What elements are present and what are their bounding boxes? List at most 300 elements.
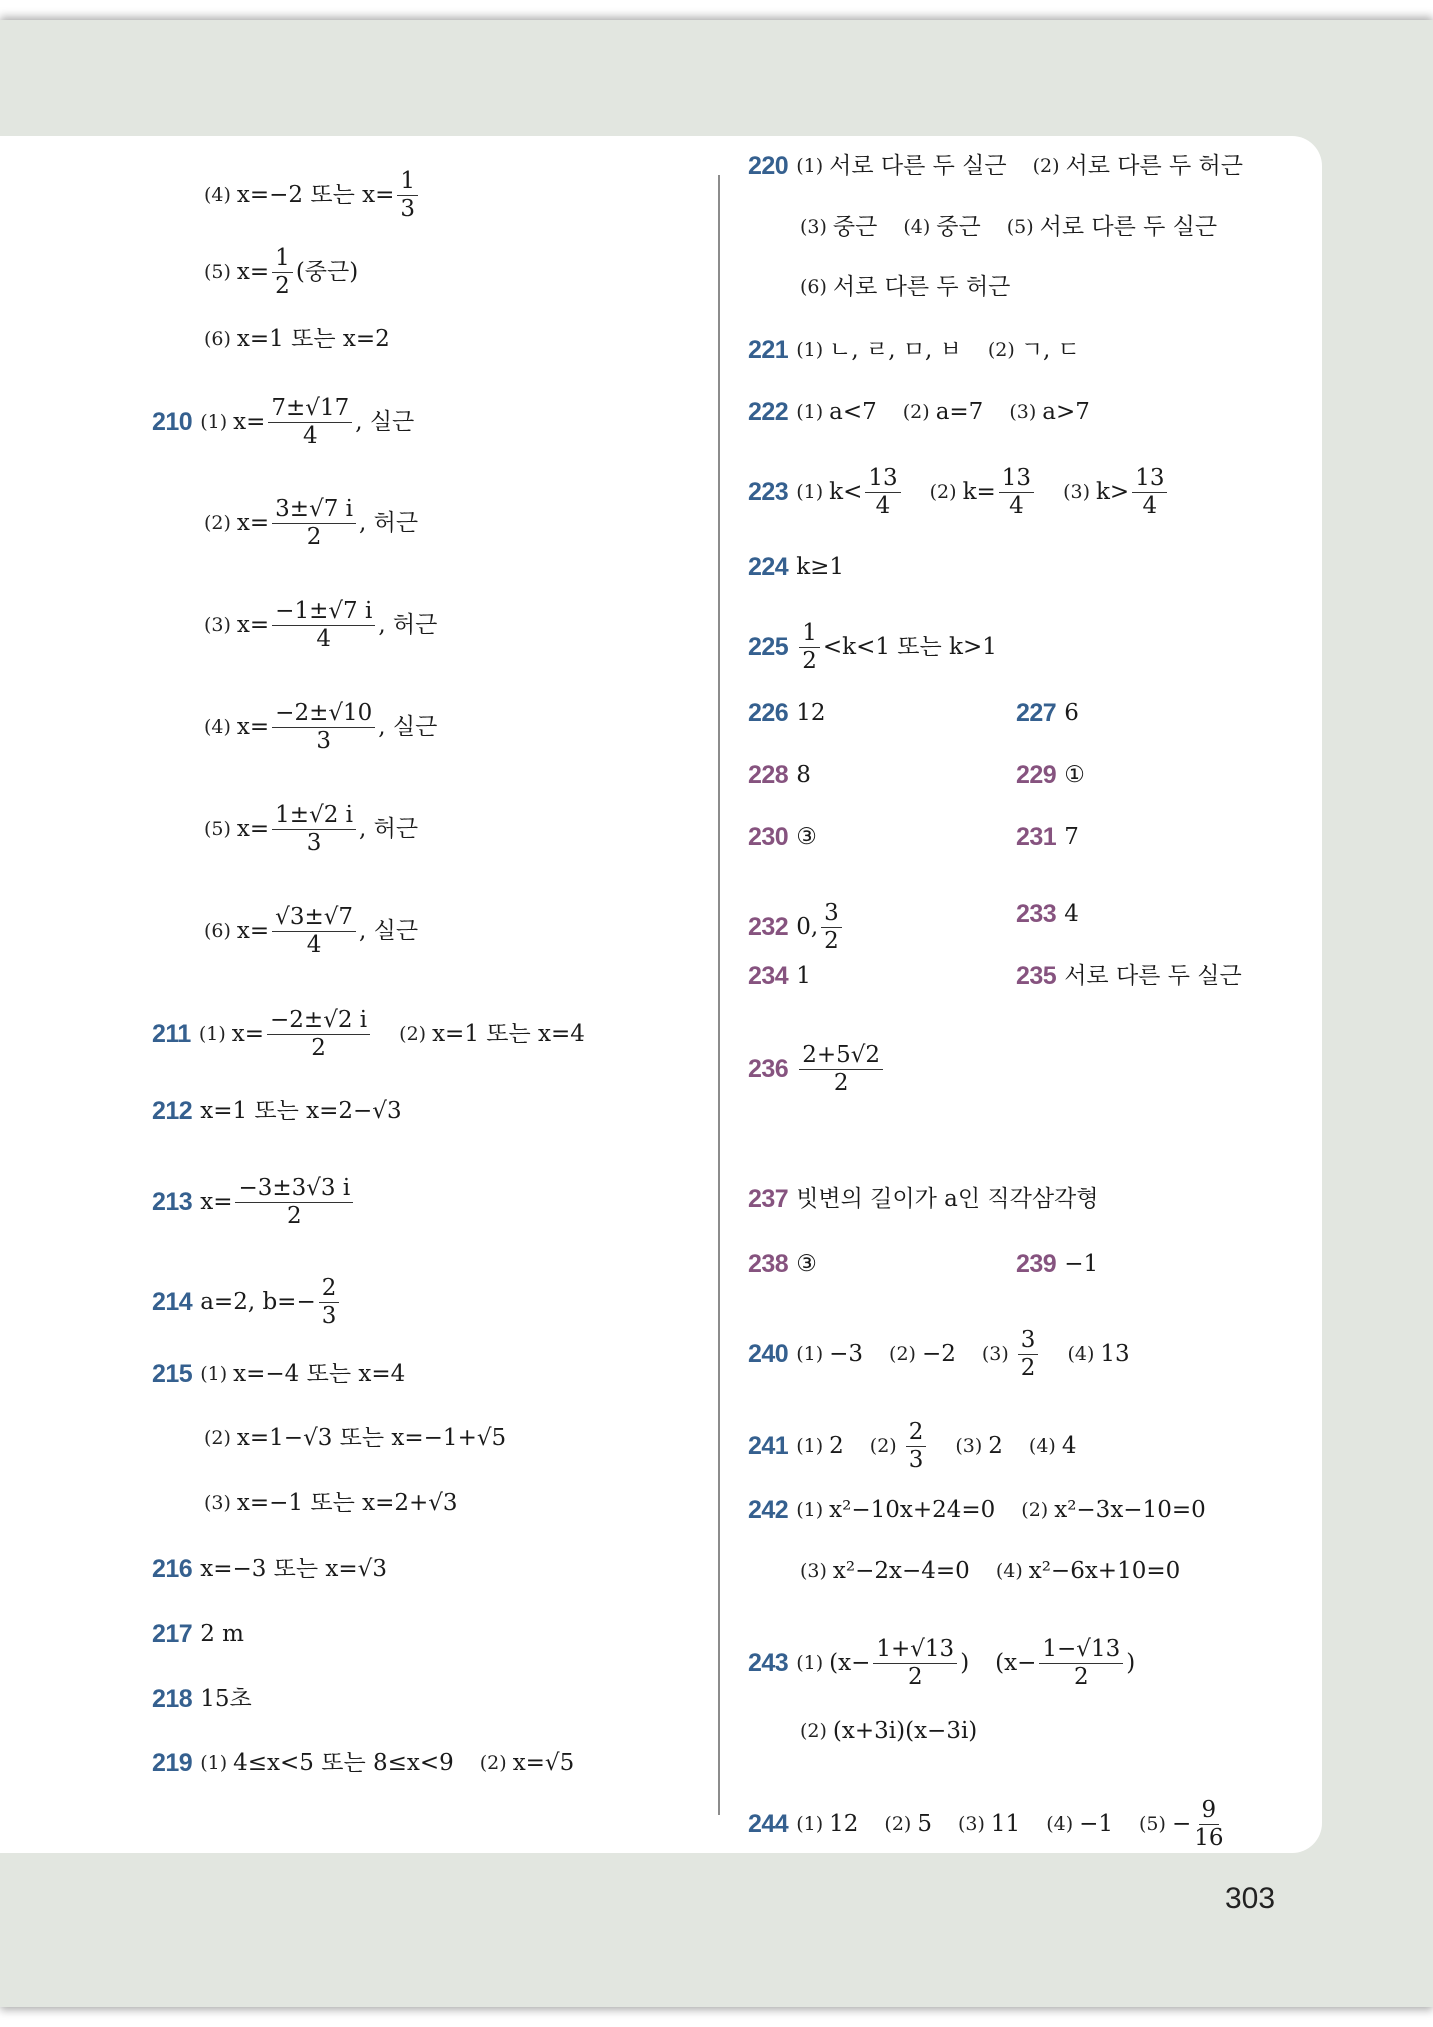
answer-line bbox=[204, 600, 437, 651]
answer-suffix: , 실근 bbox=[355, 409, 415, 435]
answer-text: a=7 bbox=[935, 399, 984, 425]
answer-line bbox=[748, 622, 997, 673]
denominator: 4 bbox=[306, 932, 322, 958]
answer-text: −1 bbox=[1079, 1811, 1114, 1837]
problem-number: 232 bbox=[748, 913, 789, 941]
answer-part bbox=[1064, 965, 1241, 988]
answer-text: 4 bbox=[1061, 1433, 1077, 1459]
answer-part bbox=[930, 467, 1037, 518]
answer-line bbox=[800, 1720, 977, 1743]
answer-part bbox=[1064, 702, 1079, 725]
problem-number: 229 bbox=[1016, 761, 1057, 789]
answer-part bbox=[889, 1343, 956, 1366]
sub-label: (1) bbox=[796, 1652, 824, 1674]
sub-label: (3) bbox=[204, 614, 231, 636]
answer-part bbox=[1021, 1499, 1205, 1522]
answer-part bbox=[1067, 1343, 1129, 1366]
fraction bbox=[821, 902, 842, 953]
answer-part bbox=[958, 1813, 1020, 1836]
answer-suffix: ) bbox=[960, 1650, 970, 1676]
answer-line bbox=[152, 1557, 387, 1582]
answer-line bbox=[800, 276, 1010, 299]
sub-label: (1) bbox=[796, 481, 824, 503]
sub-label: (1) bbox=[200, 1363, 228, 1385]
answer-line bbox=[748, 964, 811, 989]
answer-text: 6 bbox=[1064, 700, 1079, 726]
problem-number: 221 bbox=[748, 336, 789, 364]
answer-part bbox=[399, 1023, 585, 1046]
answer-part bbox=[796, 1253, 817, 1276]
numerator: −2±√2 i bbox=[267, 1009, 370, 1035]
answer-text: x= bbox=[236, 714, 270, 740]
answer-part bbox=[796, 1343, 863, 1366]
answer-line bbox=[152, 1622, 244, 1647]
answer-part bbox=[800, 216, 877, 239]
answer-line bbox=[204, 1492, 458, 1515]
answer-text: 4 bbox=[1064, 901, 1079, 927]
denominator: 16 bbox=[1194, 1825, 1224, 1851]
answer-line bbox=[204, 906, 418, 957]
answer-part bbox=[796, 339, 962, 362]
denominator: 4 bbox=[316, 626, 332, 652]
denominator: 3 bbox=[908, 1447, 924, 1473]
sub-label: (3) bbox=[1009, 401, 1037, 423]
sub-label: (1) bbox=[796, 339, 824, 361]
numerator: 1 bbox=[272, 247, 293, 273]
denominator: 3 bbox=[400, 196, 416, 222]
answer-line bbox=[152, 1751, 574, 1776]
answer-text: a>7 bbox=[1042, 399, 1090, 425]
answer-text: x²−10x+24=0 bbox=[829, 1497, 996, 1523]
sub-label: (1) bbox=[796, 1435, 824, 1457]
answer-text: 2 bbox=[988, 1433, 1003, 1459]
answer-suffix: , 허근 bbox=[359, 816, 419, 842]
fraction bbox=[1132, 467, 1167, 518]
fraction bbox=[799, 622, 820, 673]
answer-line bbox=[152, 1362, 405, 1387]
fraction bbox=[865, 467, 900, 518]
fraction bbox=[272, 906, 356, 957]
answer-line bbox=[152, 1009, 585, 1060]
denominator: 2 bbox=[907, 1664, 923, 1690]
problem-number: 222 bbox=[748, 398, 789, 426]
answer-text: 빗변의 길이가 a인 직각삼각형 bbox=[796, 1186, 1099, 1212]
answer-part bbox=[204, 170, 421, 221]
answer-text: k= bbox=[962, 479, 996, 505]
fraction bbox=[272, 702, 375, 753]
answer-text: 12 bbox=[796, 700, 826, 726]
numerator: 3 bbox=[1018, 1329, 1039, 1355]
answer-part bbox=[204, 498, 418, 549]
sub-label: (2) bbox=[902, 401, 930, 423]
answer-text: 중근 bbox=[832, 214, 878, 240]
answer-text: 13 bbox=[1100, 1341, 1130, 1367]
numerator: −2±√10 bbox=[272, 702, 375, 728]
numerator: 13 bbox=[999, 467, 1034, 493]
answer-part bbox=[903, 401, 984, 424]
answer-line bbox=[204, 170, 421, 221]
answer-line bbox=[748, 338, 1080, 363]
answer-part bbox=[200, 397, 414, 448]
answer-line bbox=[152, 1177, 356, 1228]
answer-part bbox=[995, 1638, 1135, 1689]
answer-part bbox=[1064, 1253, 1098, 1276]
answer-part bbox=[200, 1623, 244, 1646]
problem-number: 231 bbox=[1016, 823, 1057, 851]
answer-text: x=−1 또는 x=2+√3 bbox=[236, 1490, 458, 1516]
problem-number: 215 bbox=[152, 1360, 193, 1388]
answer-text: 15초 bbox=[200, 1686, 252, 1712]
answer-text: x=−3 또는 x=√3 bbox=[200, 1556, 387, 1582]
answer-text: (x+3i)(x−3i) bbox=[832, 1718, 978, 1744]
answer-part bbox=[1064, 764, 1085, 787]
problem-number: 235 bbox=[1016, 962, 1057, 990]
answer-part bbox=[1139, 1799, 1226, 1850]
answer-part bbox=[796, 764, 811, 787]
answer-text: 0, bbox=[796, 914, 819, 940]
fraction bbox=[272, 804, 356, 855]
answer-part bbox=[884, 1813, 932, 1836]
answer-line bbox=[1016, 902, 1079, 927]
answer-part bbox=[796, 401, 877, 424]
answer-part bbox=[796, 1044, 886, 1095]
numerator: 13 bbox=[865, 467, 900, 493]
answer-text: k< bbox=[829, 479, 863, 505]
sub-label: (4) bbox=[1067, 1343, 1095, 1365]
answer-text: 5 bbox=[917, 1811, 932, 1837]
answer-text: 4≤x<5 또는 8≤x<9 bbox=[233, 1750, 454, 1776]
sub-label: (4) bbox=[995, 1560, 1023, 1582]
answer-part bbox=[199, 1009, 373, 1060]
problem-number: 211 bbox=[152, 1020, 191, 1048]
problem-number: 234 bbox=[748, 962, 789, 990]
sub-label: (2) bbox=[1021, 1499, 1049, 1521]
sub-label: (4) bbox=[204, 184, 231, 206]
answer-part bbox=[796, 1188, 1098, 1211]
problem-number: 239 bbox=[1016, 1250, 1057, 1278]
answer-text: 8 bbox=[796, 762, 811, 788]
answer-line bbox=[748, 555, 844, 580]
answer-suffix: , 실근 bbox=[359, 918, 419, 944]
answer-part bbox=[1064, 903, 1079, 926]
fraction bbox=[999, 467, 1034, 518]
answer-part bbox=[1064, 826, 1079, 849]
sub-label: (2) bbox=[1032, 155, 1060, 177]
numerator: √3±√7 bbox=[272, 906, 356, 932]
answer-part bbox=[870, 1421, 930, 1472]
answer-line bbox=[748, 1252, 817, 1277]
answer-suffix: (중근) bbox=[295, 259, 359, 285]
answer-part bbox=[796, 622, 997, 673]
answer-line bbox=[748, 467, 1170, 518]
sub-label: (4) bbox=[204, 716, 231, 738]
sub-label: (1) bbox=[796, 1813, 824, 1835]
answer-text: 2 m bbox=[200, 1621, 244, 1647]
answer-part bbox=[204, 1427, 506, 1450]
answer-part bbox=[955, 1435, 1003, 1458]
answer-part bbox=[796, 965, 811, 988]
answer-part bbox=[796, 826, 817, 849]
answer-text: −3 bbox=[829, 1341, 864, 1367]
answer-part bbox=[200, 1277, 342, 1328]
sub-label: (1) bbox=[198, 1023, 226, 1045]
answer-text: 11 bbox=[990, 1811, 1021, 1837]
sub-label: (4) bbox=[1046, 1813, 1074, 1835]
answer-part bbox=[996, 1560, 1180, 1583]
answer-part bbox=[204, 1492, 458, 1515]
answer-text: −2 bbox=[921, 1341, 956, 1367]
numerator: 1 bbox=[397, 170, 418, 196]
answer-line bbox=[748, 825, 817, 850]
fraction bbox=[397, 170, 418, 221]
problem-number: 236 bbox=[748, 1055, 789, 1083]
sub-label: (2) bbox=[399, 1023, 427, 1045]
sub-label: (4) bbox=[1028, 1435, 1056, 1457]
sub-label: (2) bbox=[800, 1720, 827, 1742]
answer-text: 서로 다른 두 실근 bbox=[1064, 963, 1242, 989]
answer-part bbox=[204, 600, 437, 651]
problem-number: 243 bbox=[748, 1649, 789, 1677]
answer-part bbox=[480, 1752, 574, 1775]
answer-text: x= bbox=[236, 259, 270, 285]
answer-line bbox=[152, 397, 414, 448]
answer-text: x=1 또는 x=2 bbox=[236, 326, 390, 352]
answer-text: 서로 다른 두 실근 bbox=[829, 153, 1007, 179]
answer-text: x=1 또는 x=2−√3 bbox=[200, 1098, 402, 1124]
answer-line bbox=[204, 1427, 506, 1450]
answer-line bbox=[748, 902, 845, 953]
fraction bbox=[272, 498, 356, 549]
answer-text: x=√5 bbox=[512, 1750, 575, 1776]
answer-suffix: , 실근 bbox=[378, 714, 438, 740]
problem-number: 216 bbox=[152, 1555, 193, 1583]
answer-text: ㄱ, ㄷ bbox=[1020, 337, 1080, 363]
answer-text: (x− bbox=[995, 1650, 1037, 1676]
answer-line bbox=[152, 1099, 402, 1124]
answer-card bbox=[0, 136, 1322, 1853]
sub-label: (5) bbox=[1139, 1813, 1166, 1835]
answer-text: x= bbox=[200, 1189, 233, 1215]
sub-label: (6) bbox=[204, 328, 231, 350]
problem-number: 210 bbox=[152, 408, 193, 436]
answer-part bbox=[204, 804, 418, 855]
answer-part bbox=[1009, 401, 1090, 424]
answer-text: 1 bbox=[796, 963, 811, 989]
answer-text: x= bbox=[236, 918, 270, 944]
answer-suffix: , 허근 bbox=[359, 510, 419, 536]
answer-line bbox=[204, 247, 358, 298]
sub-label: (3) bbox=[204, 1492, 231, 1514]
answer-text: 중근 bbox=[936, 214, 981, 240]
answer-part bbox=[200, 1688, 252, 1711]
answer-text: x= bbox=[236, 510, 270, 536]
problem-number: 213 bbox=[152, 1188, 193, 1216]
numerator: 1±√2 i bbox=[272, 804, 356, 830]
answer-text: x=−2 또는 x= bbox=[236, 182, 395, 208]
denominator: 2 bbox=[1020, 1355, 1036, 1381]
answer-line bbox=[748, 400, 1090, 425]
fraction bbox=[272, 247, 293, 298]
numerator: 1−√13 bbox=[1039, 1638, 1123, 1664]
sub-label: (5) bbox=[204, 818, 231, 840]
sub-label: (2) bbox=[889, 1343, 916, 1365]
problem-number: 217 bbox=[152, 1620, 193, 1648]
fraction bbox=[799, 1044, 883, 1095]
answer-line bbox=[1016, 964, 1242, 989]
answer-suffix: <k<1 또는 k>1 bbox=[822, 634, 997, 660]
problem-number: 230 bbox=[748, 823, 789, 851]
answer-part bbox=[796, 1435, 844, 1458]
numerator: −1±√7 i bbox=[272, 600, 375, 626]
sub-label: (4) bbox=[903, 216, 931, 238]
denominator: 2 bbox=[833, 1070, 849, 1096]
answer-part bbox=[796, 1813, 858, 1836]
numerator: 1+√13 bbox=[873, 1638, 957, 1664]
answer-part bbox=[903, 216, 980, 239]
answer-text: x= bbox=[236, 816, 270, 842]
sub-label: (2) bbox=[884, 1813, 912, 1835]
answer-text: x=−4 또는 x=4 bbox=[233, 1361, 406, 1387]
answer-text: a=2, b=− bbox=[200, 1289, 316, 1315]
answer-text: ③ bbox=[796, 824, 817, 850]
answer-part bbox=[200, 1752, 454, 1775]
answer-line bbox=[204, 702, 437, 753]
sub-label: (2) bbox=[929, 481, 957, 503]
sub-label: (2) bbox=[987, 339, 1015, 361]
sub-label: (2) bbox=[204, 1427, 231, 1449]
denominator: 4 bbox=[875, 493, 891, 519]
problem-number: 233 bbox=[1016, 900, 1057, 928]
answer-part bbox=[796, 902, 845, 953]
denominator: 2 bbox=[802, 648, 817, 674]
fraction bbox=[272, 600, 375, 651]
answer-text: ① bbox=[1064, 762, 1085, 788]
answer-suffix: , 허근 bbox=[378, 612, 438, 638]
answer-line bbox=[204, 498, 418, 549]
answer-line bbox=[1016, 825, 1079, 850]
answer-text: ③ bbox=[796, 1251, 817, 1277]
fraction bbox=[1018, 1329, 1039, 1380]
problem-number: 240 bbox=[748, 1340, 789, 1368]
answer-part bbox=[200, 1177, 356, 1228]
fraction bbox=[1194, 1799, 1223, 1850]
page-background bbox=[0, 20, 1433, 2007]
answer-part bbox=[796, 556, 844, 579]
answer-text: 서로 다른 두 실근 bbox=[1039, 214, 1218, 240]
answer-line bbox=[1016, 763, 1085, 788]
fraction bbox=[1039, 1638, 1123, 1689]
answer-text: k> bbox=[1095, 479, 1130, 505]
answer-line bbox=[748, 1044, 886, 1095]
answer-part bbox=[1007, 216, 1217, 239]
denominator: 2 bbox=[824, 928, 839, 954]
answer-text: x²−3x−10=0 bbox=[1054, 1497, 1206, 1523]
problem-number: 223 bbox=[748, 478, 789, 506]
answer-line bbox=[204, 804, 418, 855]
answer-part bbox=[796, 467, 903, 518]
answer-part bbox=[204, 906, 418, 957]
numerator: 1 bbox=[799, 622, 820, 648]
answer-part bbox=[796, 1499, 995, 1522]
fraction bbox=[873, 1638, 957, 1689]
sub-label: (3) bbox=[800, 1560, 827, 1582]
numerator: 3 bbox=[821, 902, 842, 928]
sub-label: (1) bbox=[796, 401, 824, 423]
sub-label: (5) bbox=[204, 261, 231, 283]
sub-label: (2) bbox=[869, 1435, 897, 1457]
answer-line bbox=[748, 763, 811, 788]
problem-number: 214 bbox=[152, 1288, 193, 1316]
answer-part bbox=[200, 1363, 405, 1386]
denominator: 4 bbox=[1009, 493, 1024, 519]
sub-label: (1) bbox=[796, 1343, 824, 1365]
numerator: 9 bbox=[1199, 1799, 1220, 1825]
answer-text: − bbox=[1171, 1811, 1192, 1837]
sub-label: (5) bbox=[1006, 216, 1034, 238]
sub-label: (3) bbox=[1063, 481, 1090, 503]
denominator: 2 bbox=[287, 1203, 302, 1229]
problem-number: 242 bbox=[748, 1496, 789, 1524]
answer-text: 7 bbox=[1064, 824, 1079, 850]
denominator: 2 bbox=[306, 524, 322, 550]
problem-number: 220 bbox=[748, 152, 789, 180]
denominator: 3 bbox=[321, 1303, 337, 1329]
sub-label: (6) bbox=[204, 920, 231, 942]
answer-text: x= bbox=[236, 612, 270, 638]
answer-text: 서로 다른 두 허근 bbox=[1065, 153, 1243, 179]
answer-line bbox=[152, 1277, 342, 1328]
answer-part bbox=[796, 702, 825, 725]
sub-label: (1) bbox=[796, 1499, 824, 1521]
answer-part bbox=[796, 1638, 969, 1689]
denominator: 2 bbox=[1073, 1664, 1089, 1690]
numerator: 2+5√2 bbox=[799, 1044, 883, 1070]
denominator: 4 bbox=[302, 423, 318, 449]
answer-text: k≥1 bbox=[796, 554, 845, 580]
denominator: 3 bbox=[306, 830, 322, 856]
fraction bbox=[319, 1277, 340, 1328]
problem-number: 226 bbox=[748, 699, 789, 727]
answer-text: x²−2x−4=0 bbox=[832, 1558, 970, 1584]
sub-label: (2) bbox=[204, 512, 231, 534]
problem-number: 218 bbox=[152, 1685, 193, 1713]
answer-text: 2 bbox=[829, 1433, 844, 1459]
answer-text: 12 bbox=[829, 1811, 859, 1837]
answer-line bbox=[1016, 701, 1079, 726]
fraction bbox=[268, 397, 352, 448]
answer-line bbox=[748, 154, 1243, 179]
numerator: −3±3√3 i bbox=[235, 1177, 353, 1203]
sub-label: (3) bbox=[957, 1813, 985, 1835]
sub-label: (3) bbox=[981, 1343, 1009, 1365]
answer-part bbox=[800, 276, 1010, 299]
sub-label: (3) bbox=[955, 1435, 983, 1457]
answer-suffix: ) bbox=[1126, 1650, 1136, 1676]
answer-part bbox=[1033, 155, 1243, 178]
answer-line bbox=[748, 1638, 1135, 1689]
numerator: 7±√17 bbox=[268, 397, 352, 423]
numerator: 3±√7 i bbox=[272, 498, 356, 524]
problem-number: 225 bbox=[748, 633, 789, 661]
numerator: 13 bbox=[1132, 467, 1167, 493]
answer-part bbox=[1046, 1813, 1113, 1836]
sub-label: (1) bbox=[796, 155, 824, 177]
denominator: 2 bbox=[275, 273, 290, 299]
answer-part bbox=[796, 155, 1006, 178]
answer-text: x=1−√3 또는 x=−1+√5 bbox=[236, 1425, 507, 1451]
answer-line bbox=[748, 1187, 1098, 1212]
answer-text: x= bbox=[233, 409, 266, 435]
